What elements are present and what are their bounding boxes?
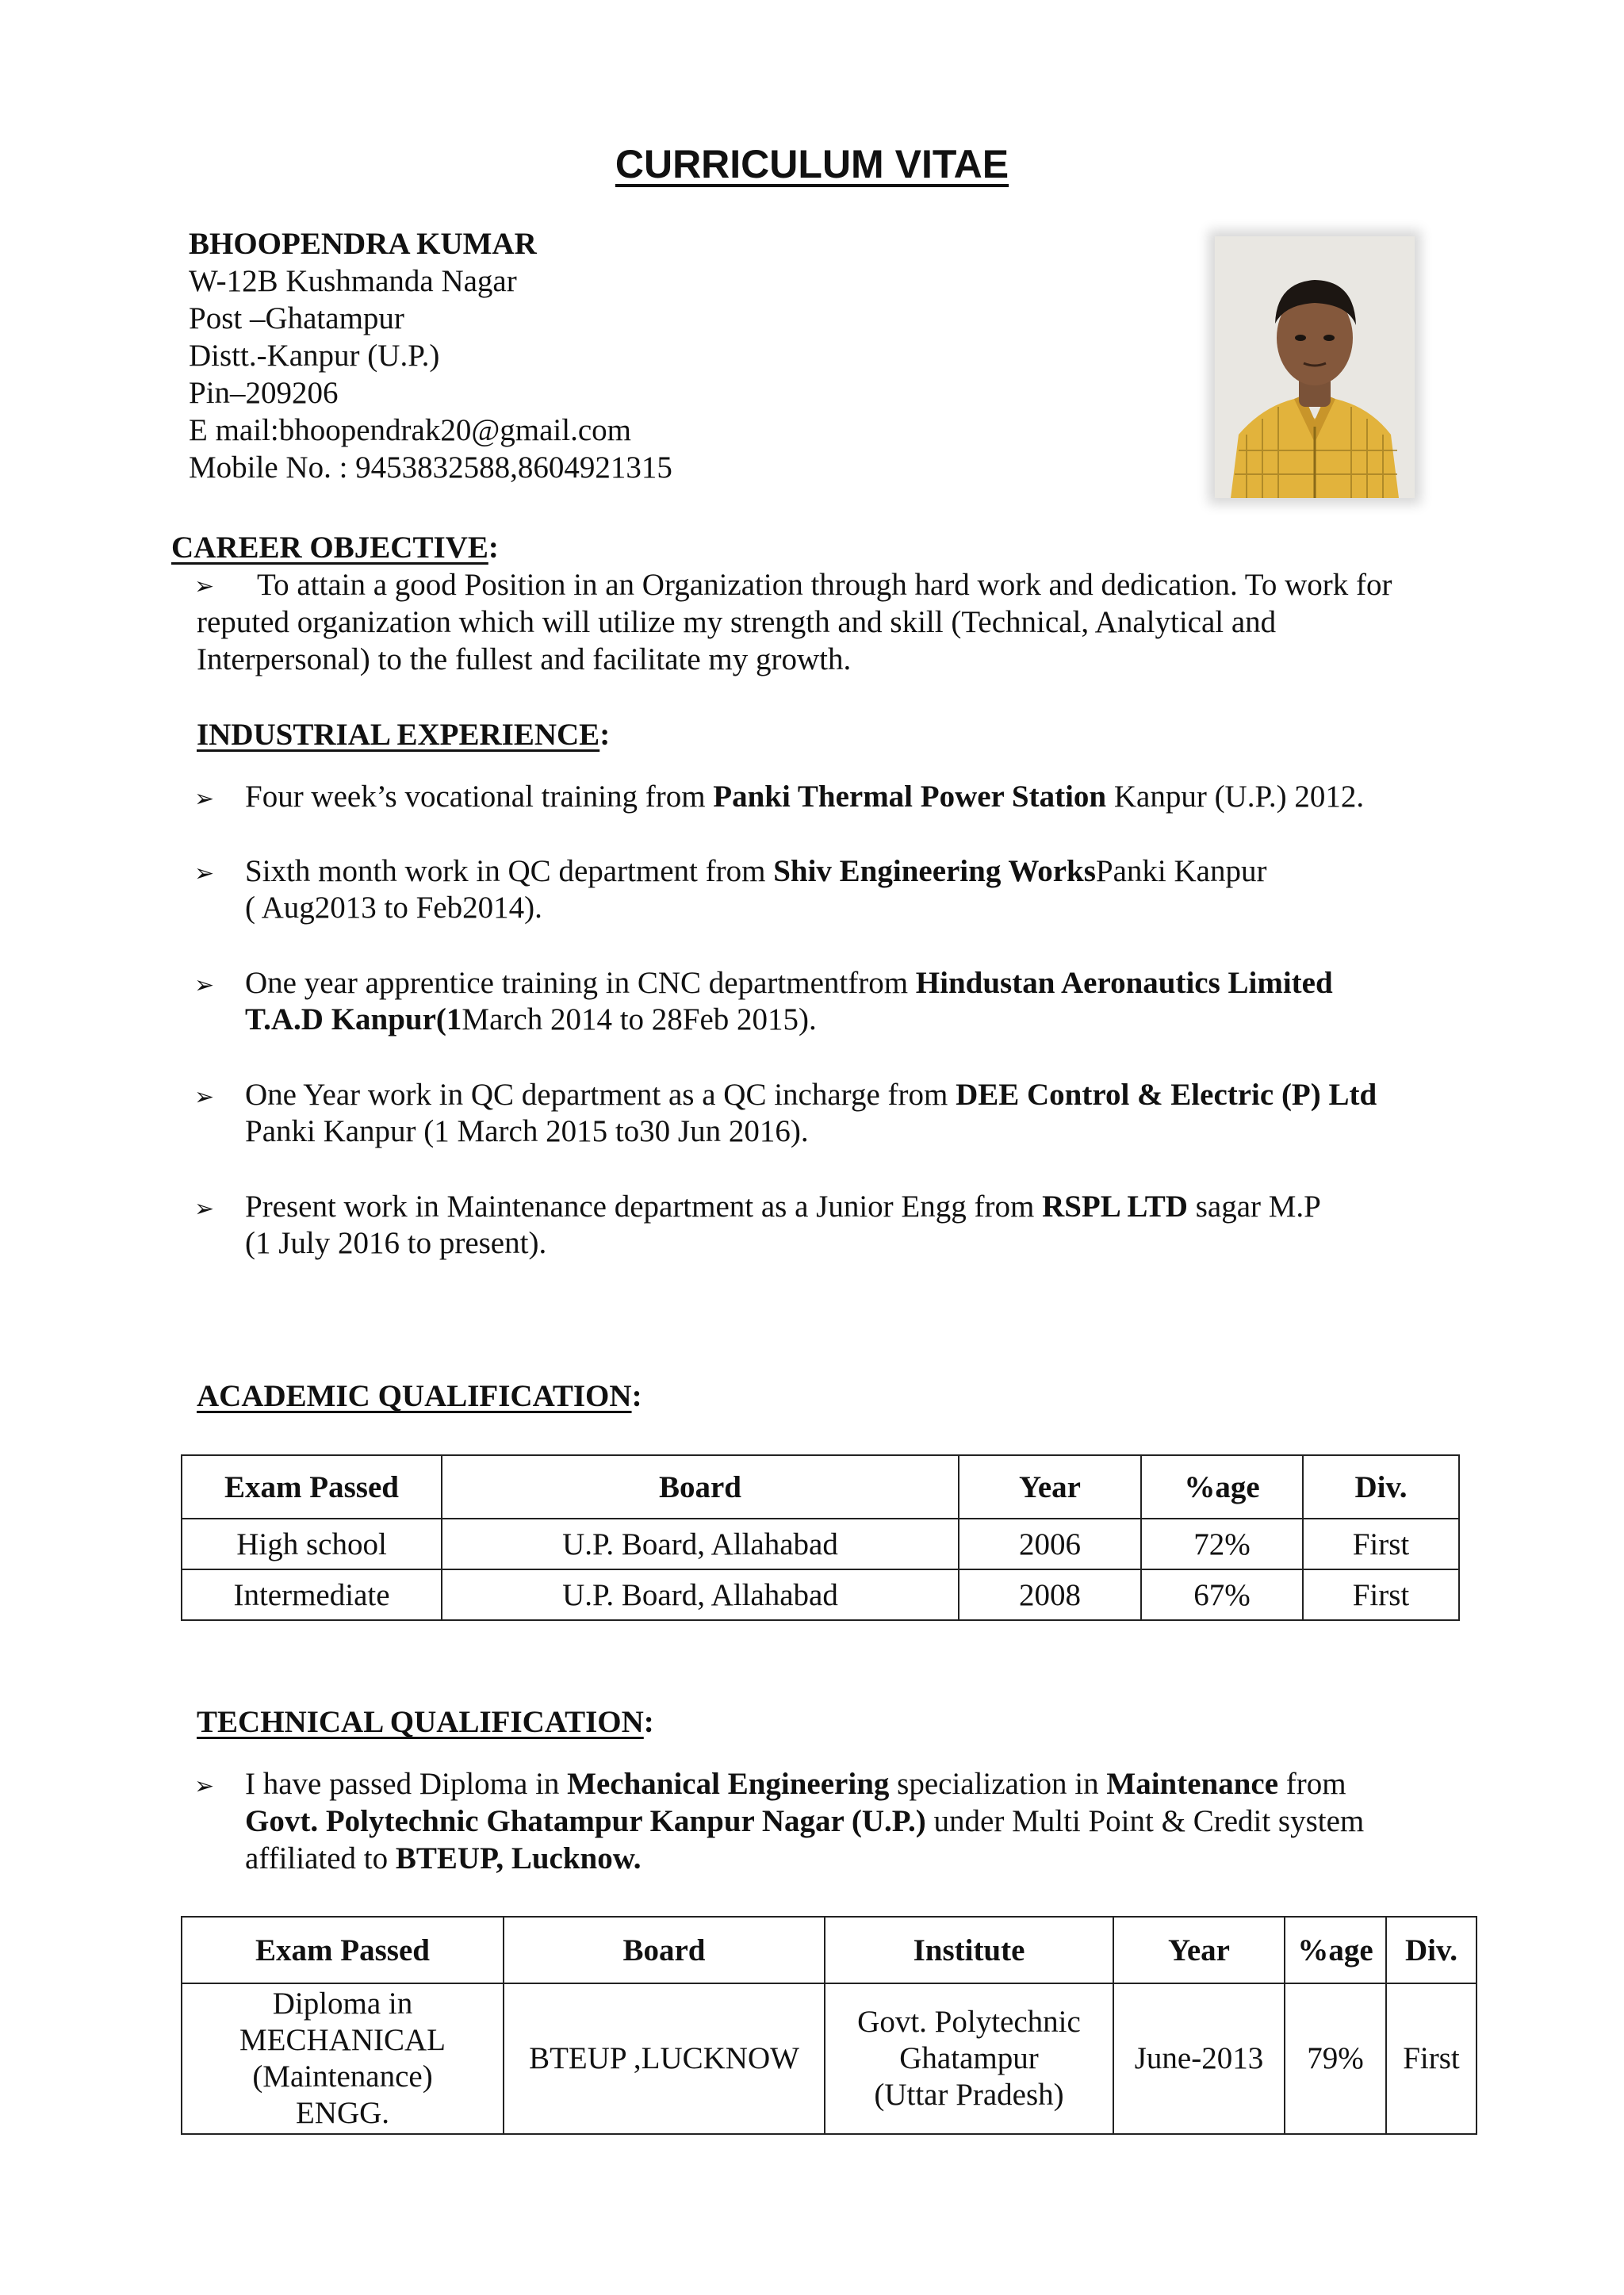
pin-code: Pin–209206 bbox=[189, 376, 339, 410]
address-line-3: Distt.-Kanpur (U.P.) bbox=[189, 339, 440, 373]
contact-block bbox=[189, 225, 672, 486]
arrow-bullet-icon: ➢ bbox=[194, 1772, 215, 1800]
table-cell: BTEUP ,LUCKNOW bbox=[504, 1983, 825, 2134]
academic-table bbox=[181, 1454, 1460, 1621]
experience-item-1: Four week’s vocational training from Panki Thermal Power Station Kanpur (U.P.) 2012. bbox=[245, 780, 1365, 814]
table-cell: Govt. Polytechnic Ghatampur (Uttar Pradesh) bbox=[825, 1983, 1113, 2134]
table-cell: First bbox=[1303, 1569, 1459, 1620]
table-row bbox=[182, 1519, 1459, 1569]
page-title: CURRICULUM VITAE bbox=[615, 142, 1009, 186]
arrow-bullet-icon: ➢ bbox=[194, 1083, 215, 1111]
table-cell: 2008 bbox=[959, 1569, 1141, 1620]
candidate-name: BHOOPENDRA KUMAR bbox=[189, 227, 537, 261]
experience-item-3: One year apprentice training in CNC departmentfrom Hindustan Aeronautics Limited T.A.D Kanpur(1March 2014 to 28Feb 2015). bbox=[245, 966, 1333, 1036]
industrial-experience-heading: INDUSTRIAL EXPERIENCE: bbox=[197, 718, 611, 752]
arrow-bullet-icon: ➢ bbox=[194, 971, 215, 999]
career-objective-heading: CAREER OBJECTIVE: bbox=[171, 531, 499, 565]
table-cell: First bbox=[1303, 1519, 1459, 1569]
career-line-1: To attain a good Position in an Organization through hard work and dedication. To work for bbox=[257, 568, 1392, 602]
mobile: Mobile No. : 9453832588,8604921315 bbox=[189, 450, 672, 485]
table-cell: High school bbox=[182, 1519, 442, 1569]
table-cell: 79% bbox=[1285, 1983, 1386, 2134]
academic-qualification-heading: ACADEMIC QUALIFICATION: bbox=[197, 1379, 642, 1413]
column-header: Board bbox=[504, 1917, 825, 1983]
table-cell: June-2013 bbox=[1113, 1983, 1285, 2134]
table-cell: 72% bbox=[1141, 1519, 1303, 1569]
table-row bbox=[182, 1983, 1477, 2134]
arrow-bullet-icon: ➢ bbox=[194, 860, 215, 887]
column-header: Exam Passed bbox=[182, 1455, 442, 1519]
arrow-bullet-icon: ➢ bbox=[194, 1195, 215, 1223]
column-header: Year bbox=[1113, 1917, 1285, 1983]
table-cell: U.P. Board, Allahabad bbox=[442, 1519, 959, 1569]
table-cell: U.P. Board, Allahabad bbox=[442, 1569, 959, 1620]
arrow-bullet-icon: ➢ bbox=[194, 573, 215, 600]
column-header: %age bbox=[1141, 1455, 1303, 1519]
column-header: Institute bbox=[825, 1917, 1113, 1983]
table-header-row bbox=[182, 1917, 1477, 1983]
technical-qualification-text: I have passed Diploma in Mechanical Engineering specialization in Maintenance from Govt. Polytechnic Ghatampur Kanpur Nagar (U.P.) under Multi Point & Credit system affiliated to BTEUP, Lucknow. bbox=[245, 1767, 1365, 1875]
career-line-3: Interpersonal) to the fullest and facilitate my growth. bbox=[197, 642, 852, 676]
experience-item-2: Sixth month work in QC department from Shiv Engineering WorksPanki Kanpur ( Aug2013 to Feb2014). bbox=[245, 854, 1267, 925]
column-header: Div. bbox=[1303, 1455, 1459, 1519]
column-header: Board bbox=[442, 1455, 959, 1519]
table-cell: Intermediate bbox=[182, 1569, 442, 1620]
table-row bbox=[182, 1569, 1459, 1620]
experience-item-4: One Year work in QC department as a QC incharge from DEE Control & Electric (P) Ltd Panki Kanpur (1 March 2015 to30 Jun 2016). bbox=[245, 1078, 1377, 1148]
column-header: Year bbox=[959, 1455, 1141, 1519]
table-cell: First bbox=[1386, 1983, 1477, 2134]
experience-item-5: Present work in Maintenance department as a Junior Engg from RSPL LTD sagar M.P (1 July 2016 to present). bbox=[245, 1190, 1321, 1260]
address-line-1: W-12B Kushmanda Nagar bbox=[189, 264, 517, 298]
career-objective-text bbox=[197, 566, 1457, 678]
technical-qualification-heading: TECHNICAL QUALIFICATION: bbox=[197, 1705, 654, 1739]
table-cell: 2006 bbox=[959, 1519, 1141, 1569]
column-header: Div. bbox=[1386, 1917, 1477, 1983]
email: E mail:bhoopendrak20@gmail.com bbox=[189, 413, 631, 447]
career-line-2: reputed organization which will utilize my strength and skill (Technical, Analytical and bbox=[197, 605, 1277, 639]
arrow-bullet-icon: ➢ bbox=[194, 785, 215, 813]
column-header: %age bbox=[1285, 1917, 1386, 1983]
technical-table bbox=[181, 1916, 1477, 2135]
column-header: Exam Passed bbox=[182, 1917, 504, 1983]
table-cell: Diploma in MECHANICAL (Maintenance) ENGG. bbox=[182, 1983, 504, 2134]
profile-photo bbox=[1215, 236, 1415, 498]
table-cell: 67% bbox=[1141, 1569, 1303, 1620]
table-header-row bbox=[182, 1455, 1459, 1519]
address-line-2: Post –Ghatampur bbox=[189, 301, 404, 335]
